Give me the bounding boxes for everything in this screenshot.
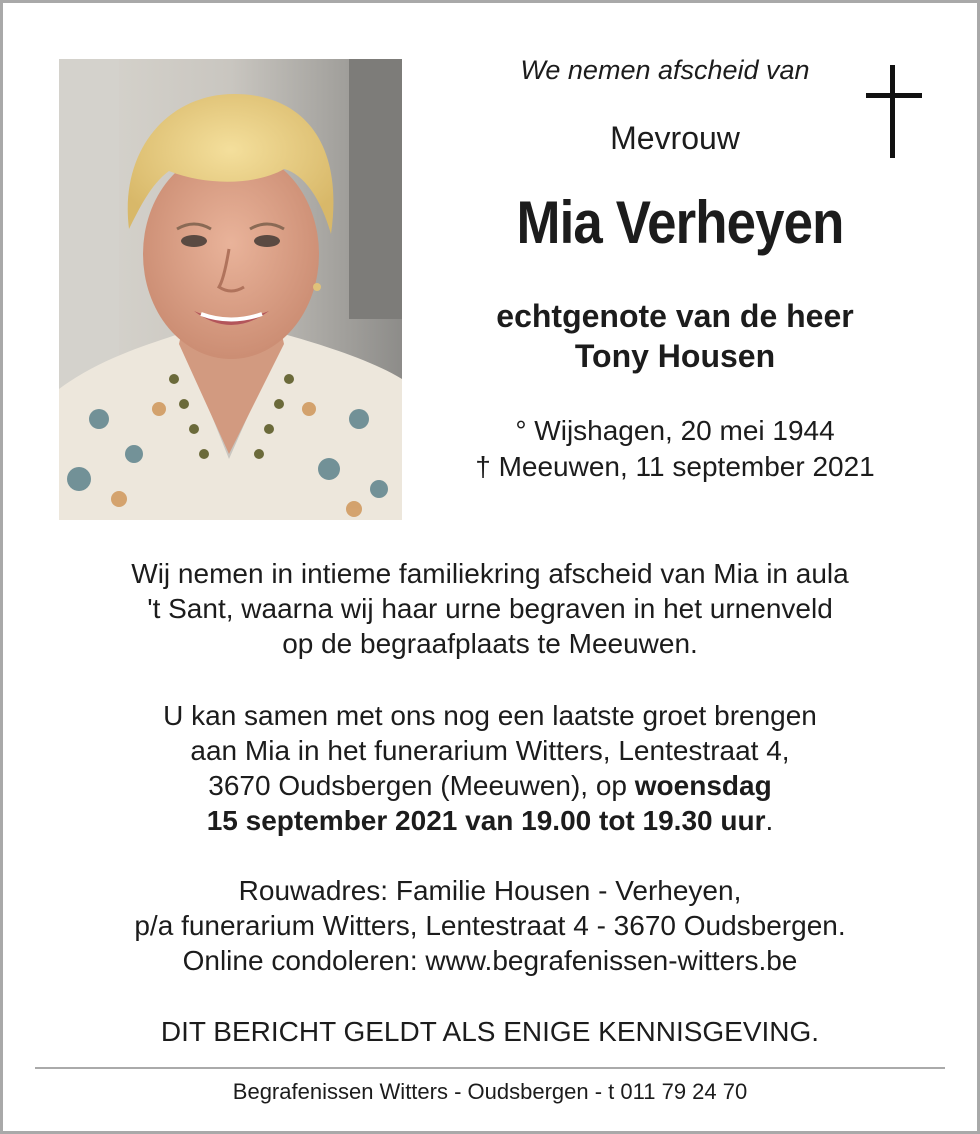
condolence-link: Online condoleren: www.begrafenissen-witters.be: [182, 945, 798, 976]
footer-divider: [35, 1067, 945, 1069]
funeral-home-footer: Begrafenissen Witters - Oudsbergen - t 011 79 24 70: [232, 1079, 748, 1104]
spouse-line-2: Tony Housen: [574, 338, 776, 374]
mourning-address: Rouwadres: Familie Housen - Verheyen, p/a funerarium Witters, Lentestraat 4 - 3670 Oudsbergen. Online condoleren: www.begrafenissen-witters.be: [40, 873, 940, 978]
deceased-name: Mia Verheyen: [516, 189, 844, 256]
visitation-day: woensdag: [634, 770, 772, 801]
spouse-line-1: echtgenote van de heer: [496, 298, 854, 334]
farewell-paragraph: Wij nemen in intieme familiekring afscheid van Mia in aula 't Sant, waarna wij haar urne begraven in het urnenveld op de begraafplaats te Meeuwen.: [131, 558, 849, 659]
life-dates: [420, 413, 930, 485]
intro-text: We nemen afscheid van: [520, 55, 810, 85]
spouse-info: [440, 296, 910, 376]
portrait-photo: [59, 59, 402, 520]
visitation-paragraph: U kan samen met ons nog een laatste groet brengen aan Mia in het funerarium Witters, Lentestraat 4, 3670 Oudsbergen (Meeuwen), op woensdag 15 september 2021 van 19.00 tot 19.30 uur.: [163, 700, 817, 836]
honorific: Mevrouw: [610, 120, 740, 156]
birth-date: ° Wijshagen, 20 mei 1944: [515, 415, 835, 446]
visitation-datetime: 15 september 2021 van 19.00 tot 19.30 uur: [206, 805, 766, 836]
death-date: † Meeuwen, 11 september 2021: [475, 451, 875, 482]
notice-statement: DIT BERICHT GELDT ALS ENIGE KENNISGEVING.: [160, 1016, 820, 1047]
